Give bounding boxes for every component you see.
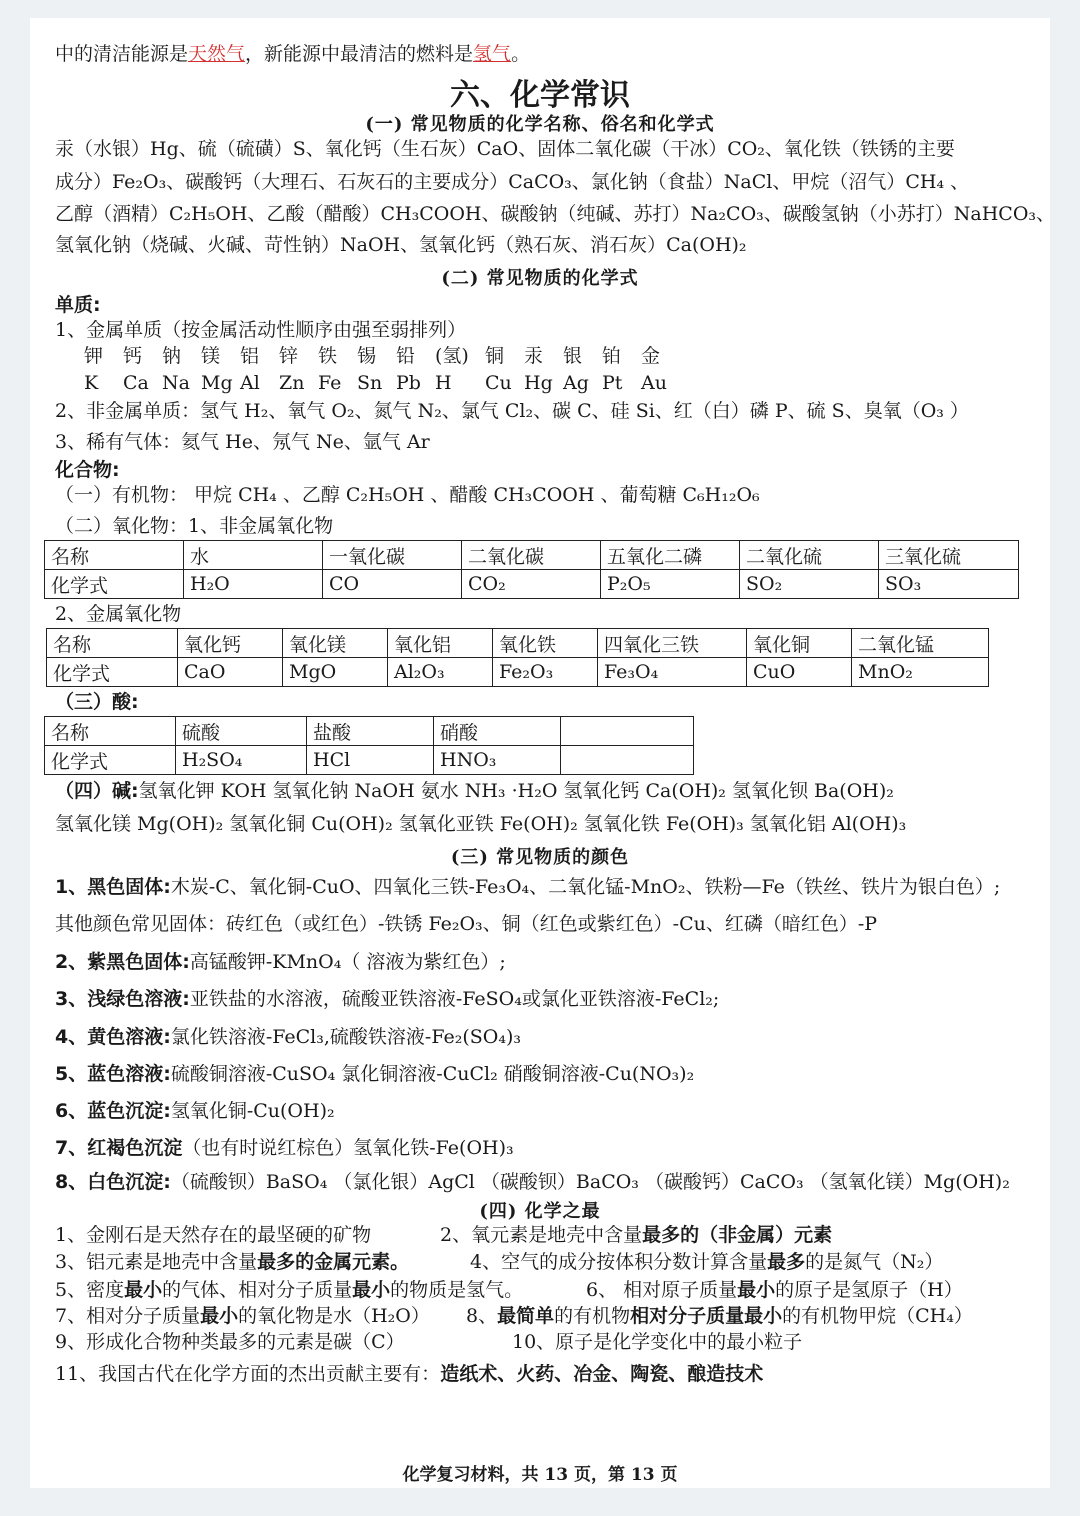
fact-8-end: 的有机物甲烷（CH₄） <box>782 1305 973 1327</box>
fact-line <box>55 1278 523 1302</box>
metal-symbol: Pt <box>602 372 623 394</box>
color-item <box>55 1099 335 1123</box>
table-cell: Fe₃O₄ <box>598 658 747 687</box>
table-cell: 硝酸 <box>434 717 561 746</box>
table-row <box>45 541 1019 570</box>
intro-text-mid: ，新能源中最清洁的燃料是 <box>245 43 474 65</box>
metal-symbol: Cu <box>485 372 512 394</box>
fact-5-end: 的物质是氢气。 <box>390 1279 524 1301</box>
intro-text-end: 。 <box>511 43 531 65</box>
color-item-text: 高锰酸钾-KMnO₄（ 溶液为紫红色）; <box>189 951 506 973</box>
table-cell: 一氧化碳 <box>323 541 462 570</box>
fact-line <box>55 1362 763 1386</box>
metal-oxide-table <box>46 628 989 687</box>
acid-title: （三）酸: <box>55 691 139 713</box>
fact-7-end: 的氧化物是水（H₂O） <box>238 1305 430 1327</box>
names-line-3: 乙醇（酒精）C₂H₅OH、乙酸（醋酸）CH₃COOH、碳酸钠（纯碱、苏打）Na₂CO₃、碳酸氢钠（小苏打）NaHCO₃、 <box>55 203 1056 225</box>
fact-2-bold: 最多的（非金属）元素 <box>642 1224 833 1246</box>
base-label: （四）碱: <box>55 780 139 802</box>
fact-10: 10、原子是化学变化中的最小粒子 <box>512 1331 803 1353</box>
intro-line <box>55 42 530 66</box>
metal-name: 钙 <box>123 345 143 367</box>
fact-5-mid: 的气体、相对分子质量 <box>162 1279 353 1301</box>
names-line-1: 汞（水银）Hg、硫（硫磺）S、氧化钙（生石灰）CaO、固体二氧化碳（干冰）CO₂、氧化铁（铁锈的主要 <box>55 138 955 160</box>
color-item-label: 6、蓝色沉淀: <box>55 1100 171 1122</box>
fact-6: 6、 相对原子质量 <box>586 1279 738 1301</box>
color-item <box>55 950 506 974</box>
color-item <box>55 1062 694 1086</box>
color-item-text: （硫酸钡）BaSO₄ （氯化银）AgCl （碳酸钡）BaCO₃ （碳酸钙）CaCO₃ （氢氧化镁）Mg(OH)₂ <box>170 1171 1010 1193</box>
table-cell: 名称 <box>45 541 184 570</box>
fact-4-end: 的是氮气（N₂） <box>805 1251 944 1273</box>
base-line-1 <box>55 779 894 803</box>
metal-symbol: K <box>84 372 99 394</box>
section-heading-formulas: (二) 常见物质的化学式 <box>441 268 639 289</box>
table-cell: 氧化镁 <box>283 629 388 658</box>
names-line-2: 成分）Fe₂O₃、碳酸钙（大理石、石灰石的主要成分）CaCO₃、氯化钠（食盐）NaCl、甲烷（沼气）CH₄ 、 <box>55 171 970 193</box>
metal-oxide-title: 2、金属氧化物 <box>55 603 182 625</box>
fact-3: 3、铝元素是地壳中含量 <box>55 1251 258 1273</box>
metal-name: 汞 <box>524 345 544 367</box>
color-item-label: 5、蓝色溶液: <box>55 1063 171 1085</box>
color-item-label: 4、黄色溶液: <box>55 1026 171 1048</box>
table-cell: P₂O₅ <box>601 570 740 599</box>
metal-symbol: Sn <box>357 372 383 394</box>
fact-5: 5、密度 <box>55 1279 125 1301</box>
metal-name: 铝 <box>240 345 260 367</box>
color-item-label: 3、浅绿色溶液: <box>55 988 190 1010</box>
metal-title: 1、金属单质（按金属活动性顺序由强至弱排列） <box>55 319 467 341</box>
fact-line <box>586 1278 963 1302</box>
fact-9: 9、形成化合物种类最多的元素是碳（C） <box>55 1331 405 1353</box>
color-item <box>55 1136 514 1160</box>
metal-symbol: Pb <box>396 372 421 394</box>
section-heading-names: (一) 常见物质的化学名称、俗名和化学式 <box>365 114 715 135</box>
section-heading-superlatives: (四) 化学之最 <box>479 1201 601 1222</box>
table-cell: 三氧化硫 <box>879 541 1019 570</box>
color-item-text: 硫酸铜溶液-CuSO₄ 氯化铜溶液-CuCl₂ 硝酸铜溶液-Cu(NO₃)₂ <box>170 1063 695 1085</box>
metal-name: 金 <box>641 345 661 367</box>
table-cell: 四氧化三铁 <box>598 629 747 658</box>
metal-symbol: Ag <box>563 372 589 394</box>
metal-name: 镁 <box>201 345 221 367</box>
table-cell: 水 <box>184 541 323 570</box>
table-cell: SO₂ <box>740 570 879 599</box>
fact-7-bold: 最小 <box>200 1305 239 1327</box>
fact-5-bold-2: 最小 <box>352 1279 391 1301</box>
page-footer: 化学复习材料，共 13 页，第 13 页 <box>402 1465 678 1485</box>
metal-name: 铅 <box>396 345 416 367</box>
fact-11: 11、我国古代在化学方面的杰出贡献主要有： <box>55 1363 441 1385</box>
table-row <box>45 717 694 746</box>
metal-name: 铜 <box>485 345 505 367</box>
metal-symbol: Ca <box>123 372 149 394</box>
table-cell: 氧化铁 <box>493 629 598 658</box>
fact-line <box>512 1330 802 1354</box>
fact-8-mid: 的有机物 <box>554 1305 631 1327</box>
fact-6-bold: 最小 <box>737 1279 776 1301</box>
names-line-4: 氢氧化钠（烧碱、火碱、苛性钠）NaOH、氢氧化钙（熟石灰、消石灰）Ca(OH)₂ <box>55 234 747 256</box>
color-item-label: 7、红褐色沉淀 <box>55 1137 183 1159</box>
metal-symbol: H <box>435 372 452 394</box>
color-item <box>55 1025 521 1049</box>
fact-3-bold: 最多的金属元素。 <box>257 1251 410 1273</box>
fact-line <box>55 1250 409 1274</box>
table-cell: 化学式 <box>45 570 184 599</box>
section-heading-colors: (三) 常见物质的颜色 <box>450 847 630 868</box>
table-cell: CO₂ <box>462 570 601 599</box>
metal-symbol: Au <box>641 372 667 394</box>
table-cell: 化学式 <box>45 746 176 775</box>
table-cell: 二氧化硫 <box>740 541 879 570</box>
color-item-text: 木炭-C、氧化铜-CuO、四氧化三铁-Fe₃O₄、二氧化锰-MnO₂、铁粉—Fe（铁丝、铁片为银白色）; <box>170 876 1001 898</box>
fact-8: 8、 <box>466 1305 498 1327</box>
metal-name: 钾 <box>84 345 104 367</box>
metal-symbol: Zn <box>279 372 305 394</box>
color-item <box>55 875 1000 899</box>
metal-symbol: Hg <box>524 372 553 394</box>
highlight-hydrogen: 氢气 <box>473 43 512 65</box>
color-item-text: （也有时说红棕色）氢氧化铁-Fe(OH)₃ <box>182 1137 514 1159</box>
fact-line <box>470 1250 943 1274</box>
fact-line <box>55 1330 405 1354</box>
compounds-label: 化合物: <box>55 459 120 481</box>
table-row <box>45 570 1019 599</box>
table-cell: 化学式 <box>47 658 178 687</box>
elements-label: 单质: <box>55 294 101 316</box>
base-line-2: 氢氧化镁 Mg(OH)₂ 氢氧化铜 Cu(OH)₂ 氢氧化亚铁 Fe(OH)₂ 氢氧化铁 Fe(OH)₃ 氢氧化铝 Al(OH)₃ <box>55 813 907 835</box>
metal-name: 锌 <box>279 345 299 367</box>
table-cell: CaO <box>178 658 283 687</box>
table-cell: HNO₃ <box>434 746 561 775</box>
table-cell: HCl <box>307 746 434 775</box>
fact-line <box>55 1304 430 1328</box>
table-cell: H₂O <box>184 570 323 599</box>
color-item-text: 氯化铁溶液-FeCl₃,硫酸铁溶液-Fe₂(SO₄)₃ <box>170 1026 521 1048</box>
table-cell: 氧化钙 <box>178 629 283 658</box>
metal-names-row <box>84 344 680 368</box>
color-item-label: 2、紫黑色固体: <box>55 951 190 973</box>
nonmetal-oxide-table <box>44 540 1019 599</box>
table-cell: MgO <box>283 658 388 687</box>
fact-line <box>466 1304 973 1328</box>
noble-gas-line: 3、稀有气体：氦气 He、氖气 Ne、氩气 Ar <box>55 431 430 453</box>
table-cell: 二氧化锰 <box>852 629 989 658</box>
fact-4: 4、空气的成分按体积分数计算含量 <box>470 1251 768 1273</box>
oxide-title: （二）氧化物：1、非金属氧化物 <box>55 515 334 537</box>
fact-8-bold: 最简单 <box>497 1305 555 1327</box>
table-row <box>47 629 989 658</box>
metal-name: 铁 <box>318 345 338 367</box>
metal-symbol: Fe <box>318 372 342 394</box>
table-cell: 五氧化二磷 <box>601 541 740 570</box>
metal-name: 锡 <box>357 345 377 367</box>
color-item-text: 亚铁盐的水溶液，硫酸亚铁溶液-FeSO₄或氯化亚铁溶液-FeCl₂; <box>189 988 720 1010</box>
color-item-label: 1、黑色固体: <box>55 876 171 898</box>
metal-symbol: Na <box>162 372 190 394</box>
metal-symbol: Mg <box>201 372 233 394</box>
metal-name: 铂 <box>602 345 622 367</box>
table-cell: CuO <box>747 658 852 687</box>
highlight-natural-gas: 天然气 <box>188 43 246 65</box>
intro-text: 中的清洁能源是 <box>55 43 189 65</box>
table-cell: Al₂O₃ <box>388 658 493 687</box>
table-cell <box>561 717 694 746</box>
color-item <box>55 1170 1010 1194</box>
metal-name: 钠 <box>162 345 182 367</box>
table-cell: 氧化铜 <box>747 629 852 658</box>
fact-6-end: 的原子是氢原子（H） <box>775 1279 963 1301</box>
fact-8-bold-2: 相对分子质量最小 <box>630 1305 783 1327</box>
table-cell: 名称 <box>47 629 178 658</box>
color-item-text: 其他颜色常见固体：砖红色（或红色）-铁锈 Fe₂O₃、铜（红色或紫红色）-Cu、红磷（暗红色）-P <box>55 913 878 935</box>
fact-5-bold: 最小 <box>124 1279 163 1301</box>
metal-name: (氢) <box>435 345 469 367</box>
metal-symbols-row <box>84 371 680 395</box>
table-row <box>45 746 694 775</box>
table-cell: 盐酸 <box>307 717 434 746</box>
page-title: 六、化学常识 <box>450 78 630 113</box>
table-row <box>47 658 989 687</box>
fact-1: 1、金刚石是天然存在的最坚硬的矿物 <box>55 1224 372 1246</box>
base-text: 氢氧化钾 KOH 氢氧化钠 NaOH 氨水 NH₃ ·H₂O 氢氧化钙 Ca(OH)₂ 氢氧化钡 Ba(OH)₂ <box>138 780 894 802</box>
organic-line: （一）有机物： 甲烷 CH₄ 、乙醇 C₂H₅OH 、醋酸 CH₃COOH 、葡萄糖 C₆H₁₂O₆ <box>55 484 760 506</box>
table-cell: MnO₂ <box>852 658 989 687</box>
table-cell <box>561 746 694 775</box>
table-cell: 硫酸 <box>176 717 307 746</box>
table-cell: Fe₂O₃ <box>493 658 598 687</box>
table-cell: H₂SO₄ <box>176 746 307 775</box>
fact-7: 7、相对分子质量 <box>55 1305 201 1327</box>
color-item-text: 氢氧化铜-Cu(OH)₂ <box>170 1100 335 1122</box>
fact-11-bold: 造纸术、火药、冶金、陶瓷、酿造技术 <box>440 1363 764 1385</box>
color-item <box>55 912 877 936</box>
table-cell: 名称 <box>45 717 176 746</box>
table-cell: SO₃ <box>879 570 1019 599</box>
metal-symbol: Al <box>240 372 260 394</box>
fact-2: 2、氧元素是地壳中含量 <box>440 1224 643 1246</box>
fact-line <box>55 1223 371 1247</box>
table-cell: 氧化铝 <box>388 629 493 658</box>
color-item-label: 8、白色沉淀: <box>55 1171 171 1193</box>
table-cell: CO <box>323 570 462 599</box>
nonmetal-line: 2、非金属单质：氢气 H₂、氧气 O₂、氮气 N₂、氯气 Cl₂、碳 C、硅 Si、红（白）磷 P、硫 S、臭氧（O₃ ） <box>55 400 969 422</box>
acid-table <box>44 716 694 775</box>
fact-line <box>440 1223 832 1247</box>
table-cell: 二氧化碳 <box>462 541 601 570</box>
fact-4-bold: 最多 <box>767 1251 806 1273</box>
color-item <box>55 987 719 1011</box>
metal-name: 银 <box>563 345 583 367</box>
